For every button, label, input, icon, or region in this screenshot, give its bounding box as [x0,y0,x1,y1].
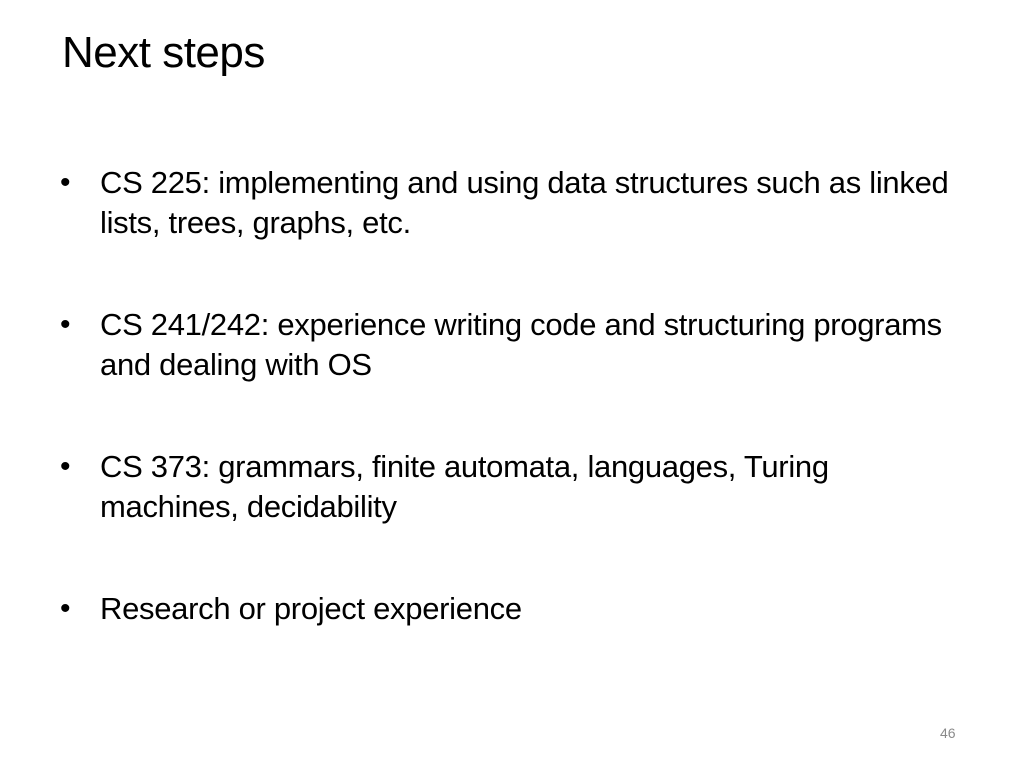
slide-title: Next steps [62,28,265,77]
bullet-text: CS 225: implementing and using data structures such as linked lists, trees, graphs, etc. [100,165,949,240]
slide-number: 46 [940,725,956,741]
bullet-point-icon [60,305,80,345]
bullet-text: CS 241/242: experience writing code and structuring programs and dealing with OS [100,307,942,382]
bullet-point-icon [60,589,80,629]
bullet-item [60,589,960,629]
bullet-item [60,163,960,243]
bullet-item [60,447,960,527]
bullet-text: CS 373: grammars, finite automata, languages, Turing machines, decidability [100,449,829,524]
bullet-text: Research or project experience [100,591,522,626]
bullet-point-icon [60,163,80,203]
bullet-list [60,163,960,629]
bullet-item [60,305,960,385]
bullet-point-icon [60,447,80,487]
